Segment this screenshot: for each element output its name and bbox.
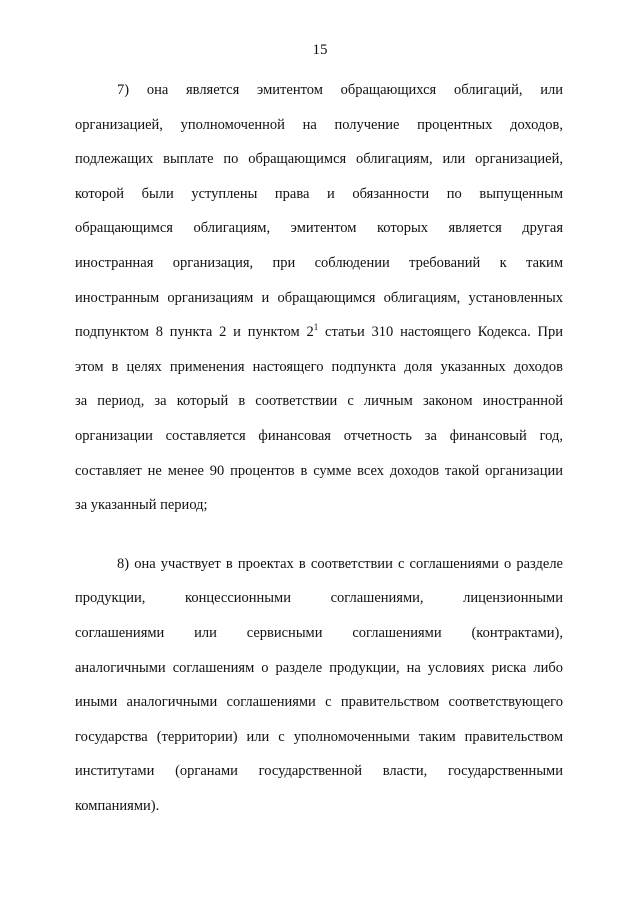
superscript-line-after: статьи 310 настоящего Кодекса. При [318,324,563,341]
superscript-line-before: подпунктом 8 пункта 2 и пунктом 2 [75,324,314,341]
paragraph-7-line-8 [75,322,563,357]
paragraph-8-line-4: аналогичными соглашениям о разделе продукции, на условиях риска либо [75,659,563,676]
paragraph-7-line-13: за указанный период; [75,497,208,514]
paragraph-7-line-2: организацией, уполномоченной на получение процентных доходов, [75,116,563,133]
paragraph-7-line-6: иностранная организация, при соблюдении требований к таким [75,254,563,271]
paragraph-7-line-3: подлежащих выплате по обращающимся облигациям, или организацией, [75,151,563,168]
paragraph-spacer [75,530,563,554]
document-body [75,80,563,830]
paragraph-7-line-10: за период, за который в соответствии с личным законом иностранной [75,393,563,410]
paragraph-7-line-7: иностранным организациям и обращающимся облигациям, установленных [75,289,563,306]
paragraph-7-line-4: которой были уступлены права и обязанности по выпущенным [75,185,563,202]
page-number: 15 [312,42,328,58]
paragraph-7-line-11: организации составляется финансовая отчетность за финансовый год, [75,427,563,444]
paragraph-8-line-1: 8) она участвует в проектах в соответствии с соглашениями о разделе [117,555,563,572]
paragraph-7-line-12: составляет не менее 90 процентов в сумме всех доходов такой организации [75,462,563,479]
paragraph-8-line-6: государства (территории) или с уполномоченными таким правительством [75,728,563,745]
paragraph-7-line-9: этом в целях применения настоящего подпункта доля указанных доходов [75,358,563,375]
superscript-one: 1 [313,322,319,333]
paragraph-7-line-1: 7) она является эмитентом обращающихся облигаций, или [117,82,563,98]
paragraph-8-line-3: соглашениями или сервисными соглашениями (контрактами), [75,624,563,641]
paragraph-8-line-7: институтами (органами государственной власти, государственными [75,763,563,780]
paragraph-8-line-2: продукции, концессионными соглашениями, лицензионными [75,590,563,607]
paragraph-8-line-5: иными аналогичными соглашениями с правительством соответствующего [75,694,563,711]
paragraph-7-line-5: обращающимся облигациям, эмитентом которых является другая [75,220,563,237]
paragraph-8-line-8: компаниями). [75,797,160,814]
